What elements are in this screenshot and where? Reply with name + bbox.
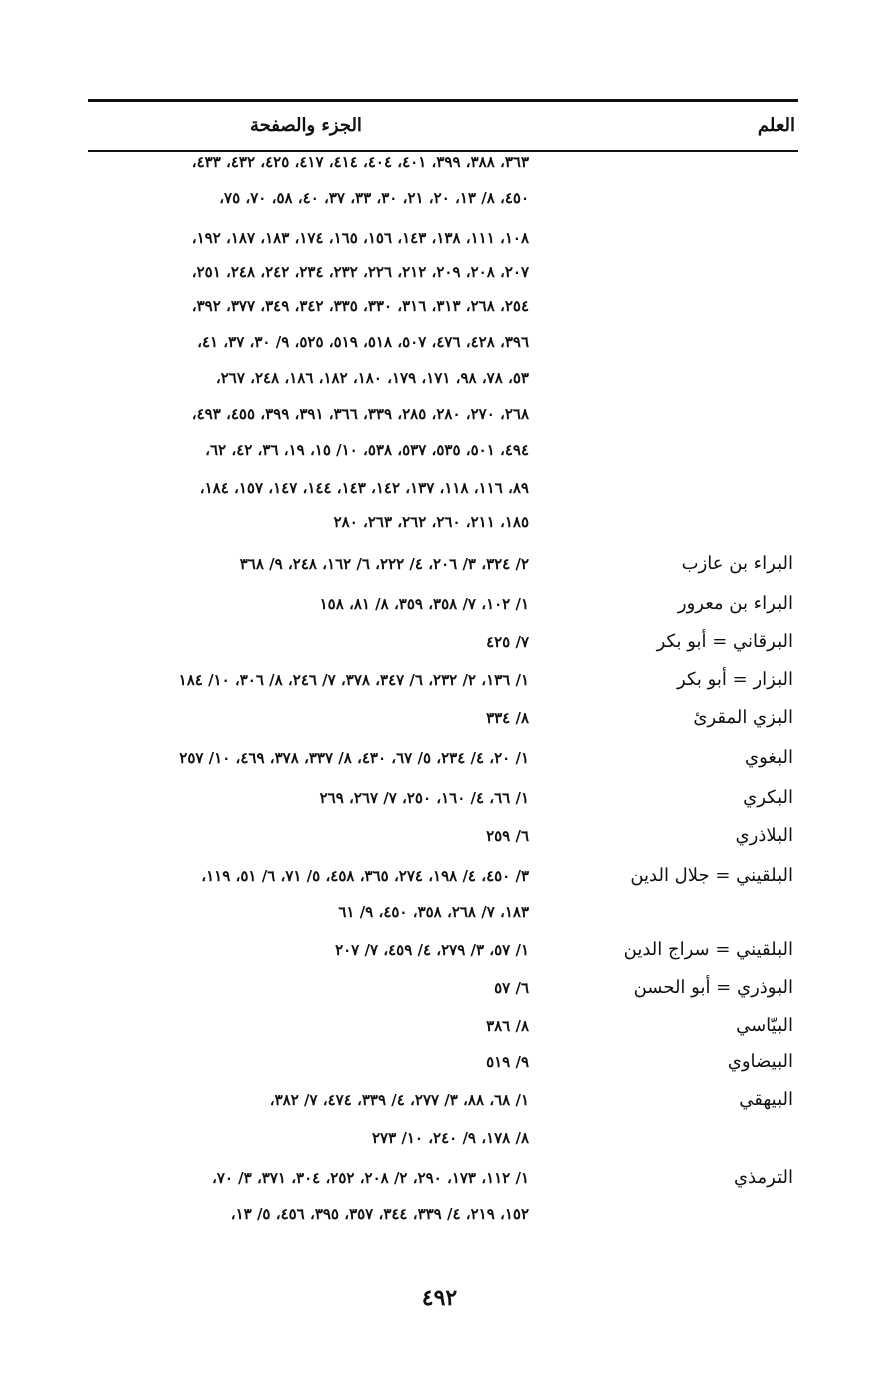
entry-references: ٨/ ١٧٨، ٩/ ٢٤٠، ١٠/ ٢٧٣ — [371, 1129, 529, 1147]
entry-references: ٣٩٦، ٤٢٨، ٤٧٦، ٥٠٧، ٥١٨، ٥١٩، ٥٢٥، ٩/ ٣٠، ٣٧، ٤١، — [197, 333, 529, 351]
entry-references: ١/ ١٠٢، ٧/ ٣٥٨، ٣٥٩، ٨/ ٨١، ١٥٨ — [319, 595, 529, 613]
entry-references: ١/ ٥٧، ٣/ ٢٧٩، ٤/ ٤٥٩، ٧/ ٢٠٧ — [335, 941, 529, 959]
index-entry — [0, 896, 879, 928]
index-entry — [0, 434, 879, 466]
entry-references: ١٠٨، ١١١، ١٣٨، ١٤٣، ١٥٦، ١٦٥، ١٧٤، ١٨٣، ١٨٧، ١٩٢، — [191, 229, 529, 247]
entry-references: ١/ ١٣٦، ٢/ ٢٣٢، ٦/ ٣٤٧، ٣٧٨، ٧/ ٢٤٦، ٨/ ٣٠٦، ١٠/ ١٨٤ — [178, 671, 529, 689]
entry-name: الترمذي — [733, 1167, 793, 1188]
entry-references: ١/ ٦٦، ٤/ ١٦٠، ٢٥٠، ٧/ ٢٦٧، ٢٦٩ — [319, 789, 529, 807]
entry-name: البوذري = أبو الحسن — [633, 977, 793, 998]
index-entry — [0, 702, 879, 734]
entry-name: البيّاسي — [736, 1015, 793, 1036]
entry-references: ٣/ ٤٥٠، ٤/ ١٩٨، ٢٧٤، ٣٦٥، ٤٥٨، ٥/ ٧١، ٦/ ٥١، ١١٩، — [201, 867, 529, 885]
index-entry — [0, 506, 879, 538]
entry-name: البزي المقرئ — [693, 707, 793, 728]
index-entry — [0, 934, 879, 966]
entry-name: البغوي — [745, 747, 793, 768]
index-entry — [0, 548, 879, 580]
entry-references: ١٨٣، ٧/ ٢٦٨، ٣٥٨، ٤٥٠، ٩/ ٦١ — [338, 903, 529, 921]
index-entry — [0, 588, 879, 620]
entry-references: ٦/ ٥٧ — [494, 979, 529, 997]
index-entry — [0, 664, 879, 696]
page-number: ٤٩٢ — [421, 1285, 458, 1311]
entry-references: ٢٥٤، ٢٦٨، ٣١٣، ٣١٦، ٣٣٠، ٣٣٥، ٣٤٢، ٣٤٩، ٣٧٧، ٣٩٢، — [191, 297, 529, 315]
index-entry — [0, 472, 879, 504]
entry-references: ٩/ ٥١٩ — [486, 1053, 529, 1071]
entry-name: البراء بن عازب — [681, 553, 793, 574]
entry-references: ٤٥٠، ٨/ ١٣، ٢٠، ٢١، ٣٠، ٣٣، ٣٧، ٤٠، ٥٨، ٧٠، ٧٥، — [219, 189, 529, 207]
index-entry — [0, 626, 879, 658]
entry-name: البكري — [743, 787, 793, 808]
entry-references: ٢/ ٣٢٤، ٣/ ٢٠٦، ٤/ ٢٢٢، ٦/ ١٦٢، ٢٤٨، ٩/ ٣٦٨ — [239, 555, 529, 573]
entry-name: البلقيني = سراج الدين — [623, 939, 793, 960]
index-entry — [0, 222, 879, 254]
index-entry — [0, 782, 879, 814]
index-entry — [0, 362, 879, 394]
index-entry — [0, 1122, 879, 1154]
entry-references: ٤٩٤، ٥٠١، ٥٣٥، ٥٣٧، ٥٣٨، ١٠/ ١٥، ١٩، ٣٦، ٤٢، ٦٢، — [205, 441, 529, 459]
entry-name: البلقيني = جلال الدين — [630, 865, 793, 886]
index-entry — [0, 860, 879, 892]
entry-name: البلاذري — [735, 825, 793, 846]
entry-references: ٣٦٣، ٣٨٨، ٣٩٩، ٤٠١، ٤٠٤، ٤١٤، ٤١٧، ٤٢٥، ٤٣٢، ٤٣٣، — [191, 153, 529, 171]
entry-references: ١٨٥، ٢١١، ٢٦٠، ٢٦٢، ٢٦٣، ٢٨٠ — [333, 513, 529, 531]
index-entry — [0, 256, 879, 288]
header-reference-column: الجزء والصفحة — [250, 115, 362, 136]
entry-references: ١/ ٢٠، ٤/ ٢٣٤، ٥/ ٦٧، ٤٣٠، ٨/ ٣٣٧، ٣٧٨، ٤٦٩، ١٠/ ٢٥٧ — [179, 749, 529, 767]
entry-name: البرقاني = أبو بكر — [656, 631, 793, 652]
index-entry — [0, 820, 879, 852]
index-entry — [0, 326, 879, 358]
entry-references: ١/ ١١٢، ١٧٣، ٢٩٠، ٢/ ٢٠٨، ٢٥٢، ٣٠٤، ٣٧١، ٣/ ٧٠، — [211, 1169, 529, 1187]
index-entry — [0, 1084, 879, 1116]
entry-references: ٨/ ٣٨٦ — [486, 1017, 529, 1035]
entry-name: البزار = أبو بكر — [677, 669, 793, 690]
index-entry — [0, 1162, 879, 1194]
entry-references: ١٥٢، ٢١٩، ٤/ ٣٣٩، ٣٤٤، ٣٥٧، ٣٩٥، ٤٥٦، ٥/ ١٣، — [230, 1205, 529, 1223]
index-entry — [0, 1046, 879, 1078]
entry-name: البيهقي — [739, 1089, 793, 1110]
entry-references: ٢٦٨، ٢٧٠، ٢٨٠، ٢٨٥، ٣٣٩، ٣٦٦، ٣٩١، ٣٩٩، ٤٥٥، ٤٩٣، — [191, 405, 529, 423]
entry-name: البيضاوي — [727, 1051, 793, 1072]
index-entry — [0, 146, 879, 178]
entry-name: البراء بن معرور — [677, 593, 793, 614]
entry-references: ٧/ ٤٢٥ — [486, 633, 529, 651]
index-entry — [0, 290, 879, 322]
entry-references: ٦/ ٢٥٩ — [486, 827, 529, 845]
index-entry — [0, 742, 879, 774]
index-entry — [0, 182, 879, 214]
entry-references: ٨٩، ١١٦، ١١٨، ١٣٧، ١٤٢، ١٤٣، ١٤٤، ١٤٧، ١٥٧، ١٨٤، — [199, 479, 529, 497]
entry-references: ٨/ ٣٣٤ — [486, 709, 529, 727]
entry-references: ٥٣، ٧٨، ٩٨، ١٧١، ١٧٩، ١٨٠، ١٨٢، ١٨٦، ٢٤٨، ٢٦٧، — [215, 369, 529, 387]
index-entry — [0, 972, 879, 1004]
entry-references: ١/ ٦٨، ٨٨، ٣/ ٢٧٧، ٤/ ٣٣٩، ٤٧٤، ٧/ ٣٨٢، — [269, 1091, 529, 1109]
index-entry — [0, 398, 879, 430]
index-entry — [0, 1010, 879, 1042]
header-name-column: العلم — [757, 115, 795, 136]
index-entry — [0, 1198, 879, 1230]
entry-references: ٢٠٧، ٢٠٨، ٢٠٩، ٢١٢، ٢٢٦، ٢٣٢، ٢٣٤، ٢٤٢، ٢٤٨، ٢٥١، — [191, 263, 529, 281]
